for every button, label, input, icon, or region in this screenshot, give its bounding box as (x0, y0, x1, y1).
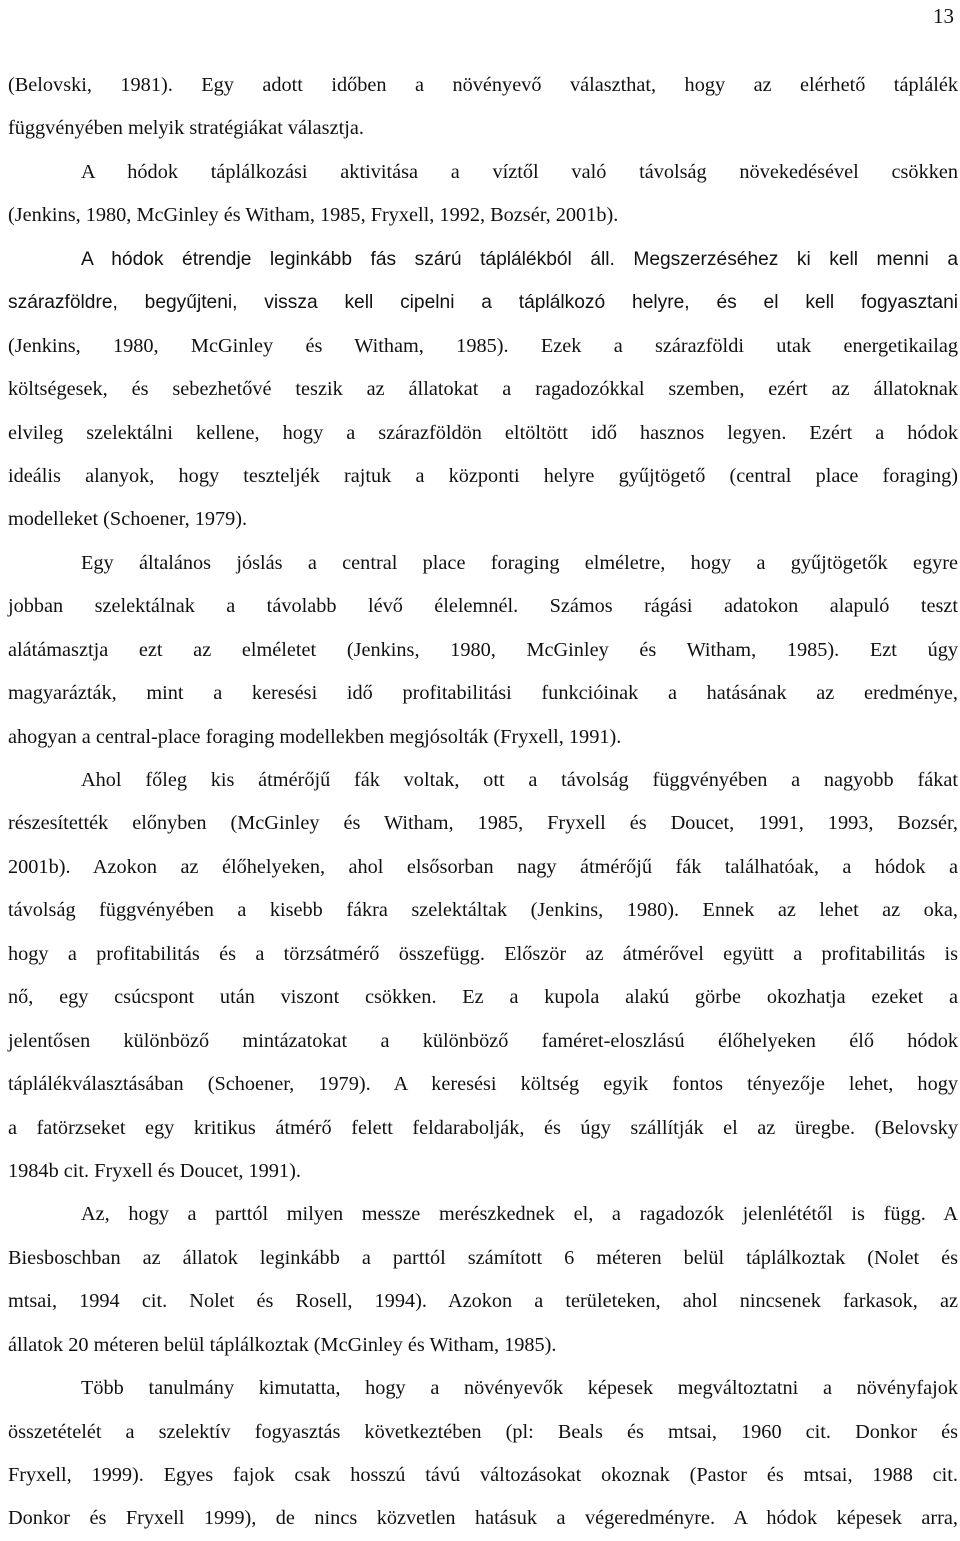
text-line: költségesek, és sebezhetővé teszik az állatokat a ragadozókkal szemben, ezért az állatoknak (8, 378, 958, 401)
text-line: modelleket (Schoener, 1979). (8, 508, 248, 531)
text-line: Ahol főleg kis átmérőjű fák voltak, ott a távolság függvényében a nagyobb fákat (81, 769, 958, 791)
text-line: A hódok táplálkozási aktivitása a víztől való távolság növekedésével csökken (81, 160, 958, 183)
text-line: 1984b cit. Fryxell és Doucet, 1991). (8, 1159, 301, 1182)
text-line: elvileg szelektálni kellene, hogy a szárazföldön eltöltött idő hasznos legyen. Ezért a hódok (8, 421, 958, 444)
page-number: 13 (933, 4, 954, 28)
text-line: (Jenkins, 1980, McGinley és Witham, 1985). Ezek a szárazföldi utak energetikailag (8, 334, 958, 357)
text-line: állatok 20 méteren belül táplálkoztak (McGinley és Witham, 1985). (8, 1333, 557, 1356)
text-line: magyarázták, mint a keresési idő profitabilitási funkcióinak a hatásának az eredménye, (8, 682, 958, 705)
text-line: ideális alanyok, hogy teszteljék rajtuk a központi helyre gyűjtögető (central place foraging) (8, 464, 958, 487)
text-line: távolság függvényében a kisebb fákra szelektáltak (Jenkins, 1980). Ennek az lehet az oka, (8, 899, 958, 922)
text-line: Biesboschban az állatok leginkább a parttól számított 6 méteren belül táplálkoztak (Nolet és (8, 1246, 958, 1269)
text-line: ahogyan a central-place foraging modellekben megjósolták (Fryxell, 1991). (8, 725, 622, 748)
text-line: a fatörzseket egy kritikus átmérő felett feldarabolják, és úgy szállítják el az üregbe. (Belovsky (8, 1116, 958, 1139)
text-line: összetételét a szelektív fogyasztás következtében (pl: Beals és mtsai, 1960 cit. Donkor és (8, 1420, 958, 1443)
text-line: (Belovski, 1981). Egy adott időben a növényevő választhat, hogy az elérhető táplálék (8, 74, 958, 96)
text-line: nő, egy csúcspont után viszont csökken. Ez a kupola alakú görbe okozhatja ezeket a (8, 986, 958, 1009)
text-line: hogy a profitabilitás és a törzsátmérő összefügg. Először az átmérővel együtt a profitabilitás is (8, 942, 958, 965)
text-line: szárazföldre, begyűjteni, vissza kell cipelni a táplálkozó helyre, és el kell fogyasztani (8, 292, 958, 314)
text-line: mtsai, 1994 cit. Nolet és Rosell, 1994). Azokon a területeken, ahol nincsenek farkasok, az (8, 1290, 958, 1313)
text-line: Donkor és Fryxell 1999), de nincs közvetlen hatásuk a végeredményre. A hódok képesek arra, (8, 1507, 958, 1530)
text-line: Az, hogy a parttól milyen messze merészkednek el, a ragadozók jelenlététől is függ. A (81, 1203, 958, 1226)
text-line: 2001b). Azokon az élőhelyeken, ahol elsősorban nagy átmérőjű fák találhatóak, a hódok a (8, 855, 958, 878)
text-line: A hódok étrendje leginkább fás szárú táplálékból áll. Megszerzéséhez ki kell menni a (81, 248, 958, 270)
text-line: Több tanulmány kimutatta, hogy a növényevők képesek megváltoztatni a növényfajok (81, 1377, 958, 1400)
text-line: Egy általános jóslás a central place foraging elméletre, hogy a gyűjtögetők egyre (81, 551, 958, 574)
text-line: (Jenkins, 1980, McGinley és Witham, 1985, Fryxell, 1992, Bozsér, 2001b). (8, 204, 619, 227)
text-line: táplálékválasztásában (Schoener, 1979). A keresési költség egyik fontos tényezője lehet, hogy (8, 1073, 958, 1096)
text-line: függvényében melyik stratégiákat választja. (8, 117, 364, 140)
body-text (8, 64, 958, 1541)
text-line: jelentősen különböző mintázatokat a különböző faméret-eloszlású élőhelyeken élő hódok (8, 1029, 958, 1052)
text-line: jobban szelektálnak a távolabb lévő élelemnél. Számos rágási adatokon alapuló teszt (8, 595, 958, 618)
text-line: alátámasztja ezt az elméletet (Jenkins, 1980, McGinley és Witham, 1985). Ezt úgy (8, 638, 958, 661)
text-line: Fryxell, 1999). Egyes fajok csak hosszú távú változásokat okoznak (Pastor és mtsai, 1988 cit. (8, 1464, 958, 1486)
text-line: részesítették előnyben (McGinley és Witham, 1985, Fryxell és Doucet, 1991, 1993, Bozsér, (8, 812, 958, 835)
